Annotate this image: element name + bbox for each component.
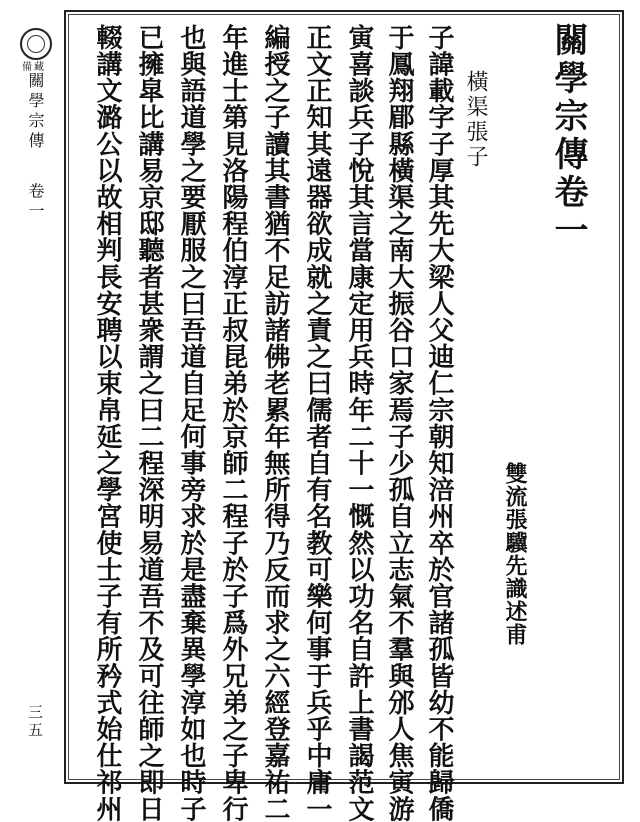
margin-volume-text: 卷一 (26, 182, 45, 223)
text-column: 正文正知其遠器欲成就之責之曰儒者自有名教可樂何事于兵乎中庸一 (302, 24, 332, 822)
text-column: 寅喜談兵子悅其言當康定用兵時年二十一慨然以功名自許上書謁范文 (344, 24, 374, 822)
text-column: 編授之子讀其書猶不足訪諸佛老累年無所得乃反而求之六經登嘉祐二 (260, 24, 290, 822)
section-heading: 橫渠張子 (463, 70, 488, 170)
text-column: 已擁皐比講易京邸聽者甚衆謂之曰二程深明易道吾不及可往師之即日 (134, 24, 164, 822)
collection-seal-icon (20, 28, 52, 60)
margin-book-title (26, 72, 44, 222)
text-column: 輟講文潞公以故相判長安聘以束帛延之學宮使士子有所矜式始仕祁州 (92, 24, 122, 822)
margin-title-text: 關學宗傳 (26, 72, 45, 152)
text-column: 年進士第見洛陽程伯淳正叔昆弟於京師二程子於子爲外兄弟之子卑行 (218, 24, 248, 822)
author-line: 雙流張驥先識述甫 (502, 462, 528, 646)
volume-title: 關學宗傳卷一 (548, 22, 588, 250)
seal-label: 備藏 (22, 62, 46, 73)
text-column: 子諱載字子厚其先大梁人父迪仁宗朝知涪州卒於官諸孤皆幼不能歸僑 (424, 24, 454, 822)
text-column: 于鳳翔郿縣橫渠之南大振谷口家焉子少孤自立志氣不羣與邠人焦寅游 (384, 24, 414, 822)
text-column: 也與語道學之要厭服之曰吾道自足何事旁求於是盡棄異學淳如也時子 (176, 24, 206, 822)
page-number: 三五 (26, 704, 44, 740)
